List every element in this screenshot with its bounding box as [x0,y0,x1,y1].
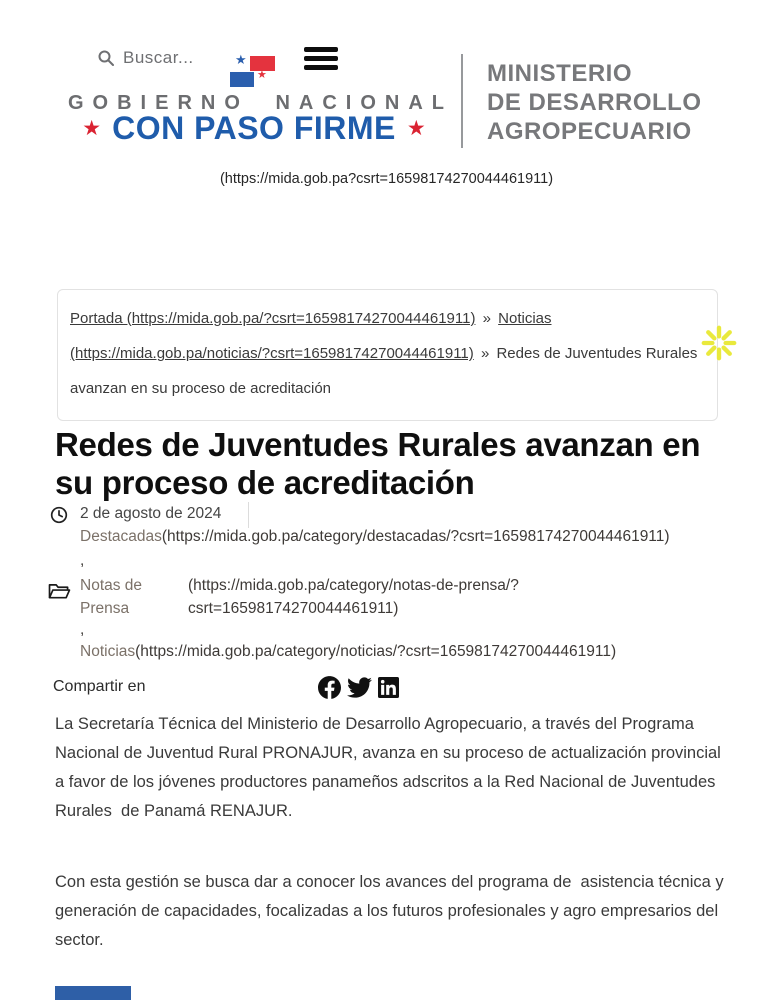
breadcrumb-separator: » [480,345,490,362]
logo-ministry-name: MINISTERIO DE DESARROLLO AGROPECUARIO [487,60,702,145]
page-title: Redes de Juventudes Rurales avanzan en su proceso de acreditación [55,426,701,501]
breadcrumb-separator: » [482,310,491,327]
category-url-noticias[interactable]: (https://mida.gob.pa/category/noticias/?csrt=16598174270044461911) [135,643,617,660]
clock-icon [50,506,68,529]
star-icon: ★ [406,117,426,140]
category-destacadas [80,528,720,546]
category-noticias [80,643,720,661]
meta-divider [248,502,249,528]
star-icon: ★ [82,117,102,140]
category-separator: , [80,621,85,638]
linkedin-icon[interactable] [378,677,399,703]
twitter-icon[interactable] [347,675,372,705]
category-link-notas-de-prensa[interactable]: Notas de Prensa [80,577,143,617]
panama-flag-icon: ★ ★ [230,55,276,89]
share-icons [318,675,399,705]
share-label: Compartir en [53,678,146,695]
breadcrumb-current: Redes de Juventudes Rurales avanzan en su proceso de acreditación [70,345,698,397]
search-label: Buscar... [123,48,194,67]
footer-blue-bar [55,986,131,1000]
logo-con-paso-firme: ★ CON PASO FIRME ★ [82,110,426,146]
breadcrumb [57,289,718,421]
article-paragraph: La Secretaría Técnica del Ministerio de Desarrollo Agropecuario, a través del Programa Nacional de Juventud Rural PRONAJUR, avanza en su proceso de actualización provincial a favor de los jóvenes productores panameños adscritos a la Red Nacional de Juventudes Rurales de Panamá RENAJUR. [55,715,726,820]
logo-divider [461,54,463,148]
breadcrumb-link-noticias[interactable]: Noticias (https://mida.gob.pa/noticias/?csrt=16598174270044461911) [70,310,552,362]
category-link-noticias[interactable]: Noticias [80,643,136,660]
publish-date: 2 de agosto de 2024 [80,505,222,522]
category-folder-icon [48,582,71,606]
category-url-destacadas[interactable]: (https://mida.gob.pa/category/destacadas/?csrt=16598174270044461911) [161,528,670,545]
site-logo[interactable] [0,0,773,160]
category-url-notas-de-prensa[interactable]: (https://mida.gob.pa/category/notas-de-prensa/? csrt=16598174270044461911) [188,577,519,617]
logo-gobierno-nacional: GOBIERNO NACIONAL [68,92,453,114]
category-link-destacadas[interactable]: Destacadas [80,528,162,545]
category-separator: , [80,552,85,569]
breadcrumb-link-portada[interactable]: Portada (https://mida.gob.pa/?csrt=16598174270044461911) [70,310,476,327]
category-notas-de-prensa [80,574,720,620]
loading-spinner-icon [700,324,738,362]
article-paragraph: Con esta gestión se busca dar a conocer los avances del programa de asistencia técnica y generación de capacidades, focalizadas a los futuros profesionales y agro empresarios del sector. [55,873,729,949]
facebook-icon[interactable] [318,676,341,704]
site-url-note: (https://mida.gob.pa?csrt=16598174270044461911) [219,171,554,187]
